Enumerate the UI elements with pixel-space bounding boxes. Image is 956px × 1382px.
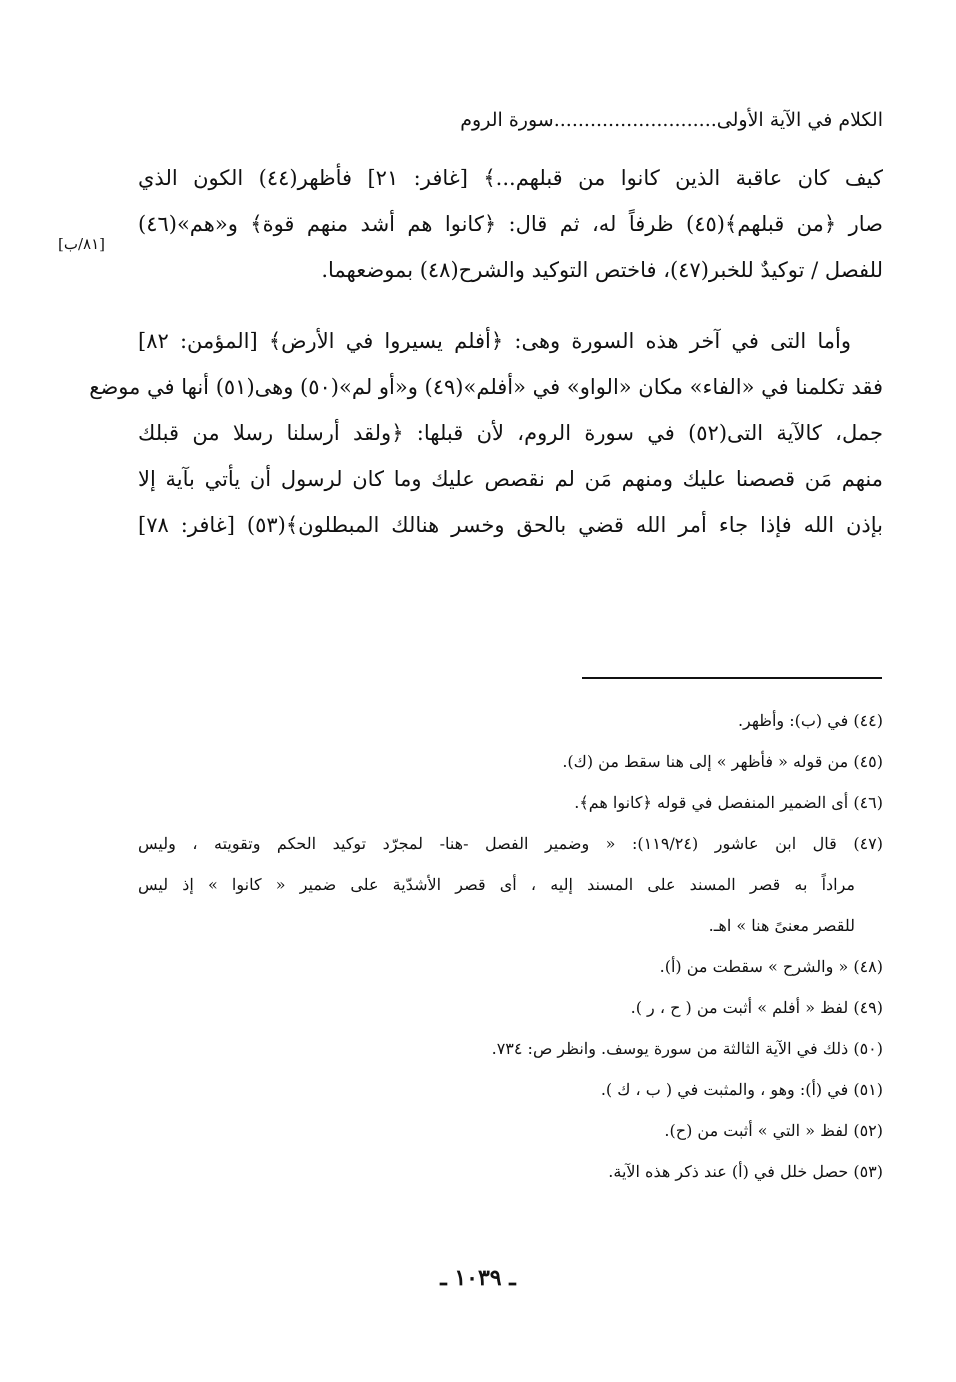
paragraph-2	[89, 318, 883, 548]
header-title: الكلام في الآية الأولى	[716, 109, 883, 131]
body-line: بإذن الله فإذا جاء أمر الله قضي بالحق وخسر هنالك المبطلون﴾(٥٣) [غافر: ٧٨]	[138, 513, 883, 537]
footnote: (٤٥) من قوله « فأظهر » إلى هنا سقط من (ك).	[562, 752, 883, 771]
body-line: صار ﴿من قبلهم﴾(٤٥) ظرفاً له، ثم قال: ﴿كانوا هم أشد منهم قوة﴾ و«هم»(٤٦)	[138, 212, 883, 236]
footnotes	[138, 700, 883, 1192]
footnote: (٤٧) قال ابن عاشور (١١٩/٢٤): « وضمير الفصل -هنا- لمجرّد توكيد الحكم وتقويته ، وليس	[138, 834, 884, 853]
footnote: (٤٩) لفظ « أفلم » أثبت من ( ح ، ر ).	[630, 998, 883, 1017]
footnote-continuation: مراداً به قصر المسند على المسند إليه ، أى قصر الأشدّية على ضمير « كانوا » إذ ليس	[138, 875, 855, 894]
header-surah: سورة الروم	[460, 109, 554, 131]
body-line: للفصل / توكيدٌ للخبر(٤٧)، فاختص التوكيد والشرح(٤٨) بموضعهما.	[321, 258, 883, 282]
body-line: منهم مَن قصصنا عليك ومنهم مَن لم نقصص عليك وما كان لرسول أن يأتي بآية إلا	[138, 467, 883, 491]
footnote: (٥٠) ذلك في الآية الثالثة من سورة يوسف. وانظر ص: ٧٣٤.	[491, 1039, 883, 1058]
body-line: جمل، كالآية التى(٥٢) في سورة الروم، لأن قبلها: ﴿ولقد أرسلنا رسلا من قبلك	[138, 421, 883, 445]
header-dots: ...........................	[553, 109, 717, 131]
margin-folio-reference: [٨١/ب]	[58, 235, 106, 253]
footnote-continuation: للقصر معنىً هنا » اهـ.	[708, 916, 855, 935]
body-line: وأما التى في آخر هذه السورة وهى: ﴿أفلم يسيروا في الأرض﴾ [المؤمن: ٨٢]	[138, 329, 851, 353]
footnote: (٥٣) حصل خلل في (أ) عند ذكر هذه الآية.	[608, 1162, 883, 1181]
footnote: (٤٨) « والشرح » سقطت من (أ).	[659, 957, 883, 976]
running-header	[138, 102, 883, 138]
body-line: كيف كان عاقبة الذين كانوا من قبلهم...﴾ [غافر: ٢١] فأظهر(٤٤) الكون الذي	[138, 166, 883, 190]
footnote: (٥١) في (أ): وهو ، والمثبت في ( ب ، ك ).	[600, 1080, 883, 1099]
paragraph-1	[138, 155, 883, 293]
footnote: (٥٢) لفظ « التي » أثبت من (ح).	[664, 1121, 883, 1140]
body-line: فقد تكلمنا في «الفاء» مكان «الواو» في «أفلم»(٤٩) و«أو لم»(٥٠) وهى(٥١) أنها في موضع	[89, 375, 883, 399]
footnote-separator	[582, 677, 882, 679]
page-number: ـ ١٠٣٩ ـ	[440, 1265, 516, 1291]
footnote: (٤٦) أى الضمير المنفصل في قوله ﴿كانوا هم﴾.	[574, 793, 883, 812]
footnote: (٤٤) في (ب): وأظهر.	[737, 711, 883, 730]
